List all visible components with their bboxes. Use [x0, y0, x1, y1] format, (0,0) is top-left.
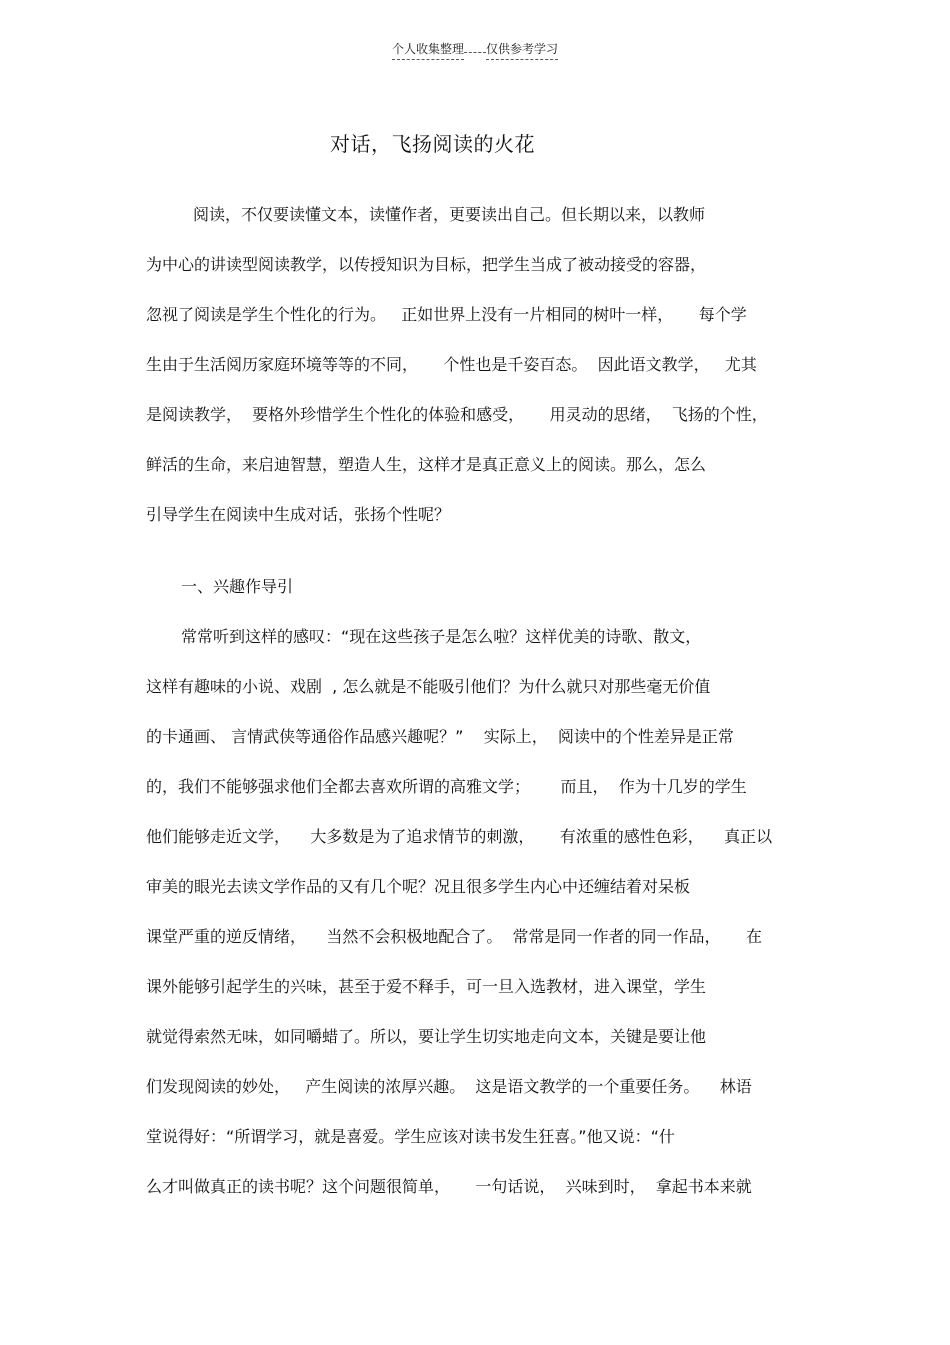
body-line: 们发现阅读的妙处， 产生阅读的浓厚兴趣。 这是语文教学的一个重要任务。 林语 — [146, 1077, 752, 1096]
body-line: 就觉得索然无味，如同嚼蜡了。所以，要让学生切实地走向文本，关键是要让他 — [146, 1027, 707, 1046]
body-line: 审美的眼光去读文学作品的又有几个呢？况且很多学生内心中还缠结着对呆板 — [146, 877, 691, 896]
body-line: 阅读，不仅要读懂文本，读懂作者，更要读出自己。但长期以来，以教师 — [193, 205, 706, 224]
header-divider — [464, 49, 486, 53]
body-line: 堂说得好：“所谓学习，就是喜爱。学生应该对读书发生狂喜。”他又说：“什 — [146, 1127, 675, 1146]
body-line: 这样有趣味的小说、戏剧 , 怎么就是不能吸引他们？为什么就只对那些毫无价值 — [146, 677, 711, 696]
body-line: 是阅读教学， 要格外珍惜学生个性化的体验和感受， 用灵动的思绪， 飞扬的个性， — [146, 405, 768, 424]
header-right-text: 仅供参考学习 — [486, 40, 558, 60]
body-line: 的，我们不能够强求他们全都去喜欢所谓的高雅文学； 而且， 作为十几岁的学生 — [146, 777, 747, 796]
body-line: 忽视了阅读是学生个性化的行为。 正如世界上没有一片相同的树叶一样， 每个学 — [146, 305, 747, 324]
document-title: 对话，飞扬阅读的火花 — [330, 132, 535, 156]
section-heading: 一、兴趣作导引 — [181, 577, 294, 596]
body-line: 常常听到这样的感叹：“现在这些孩子是怎么啦？这样优美的诗歌、散文， — [181, 627, 702, 646]
body-line: 课堂严重的逆反情绪， 当然不会积极地配合了。 常常是同一作者的同一作品， 在 — [146, 927, 762, 946]
body-line: 引导学生在阅读中生成对话，张扬个性呢？ — [146, 505, 451, 524]
body-line: 课外能够引起学生的兴味，甚至于爱不释手，可一旦入选教材，进入课堂，学生 — [146, 977, 707, 996]
page-header — [0, 40, 950, 60]
body-line: 鲜活的生命，来启迪智慧，塑造人生，这样才是真正意义上的阅读。那么，怎么 — [146, 455, 707, 474]
body-line: 生由于生活阅历家庭环境等等的不同， 个性也是千姿百态。 因此语文教学， 尤其 — [146, 355, 757, 374]
body-line: 的卡通画、 言情武侠等通俗作品感兴趣呢？” 实际上， 阅读中的个性差异是正常 — [146, 727, 734, 746]
body-line: 为中心的讲读型阅读教学，以传授知识为目标，把学生当成了被动接受的容器， — [146, 255, 707, 274]
body-line: 他们能够走近文学， 大多数是为了追求情节的刺激， 有浓重的感性色彩， 真正以 — [146, 827, 773, 846]
header-left-text: 个人收集整理 — [392, 40, 464, 60]
body-line: 么才叫做真正的读书呢？这个问题很简单， 一句话说， 兴味到时， 拿起书本来就 — [146, 1177, 752, 1196]
